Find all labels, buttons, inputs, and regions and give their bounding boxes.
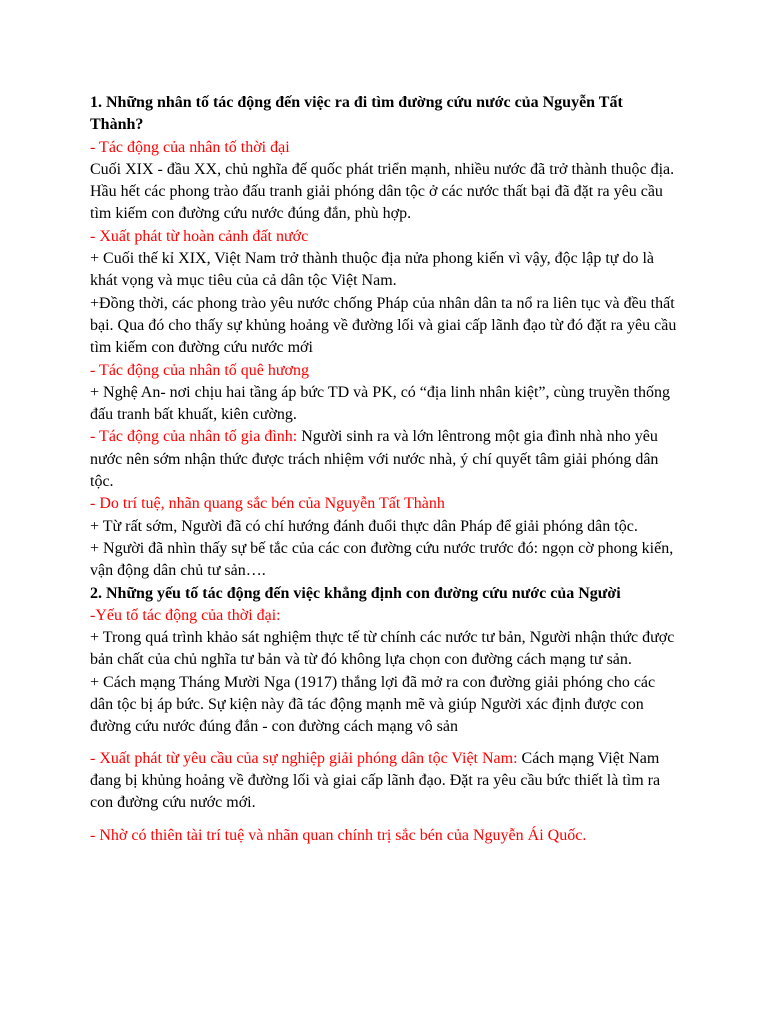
section-1-factor-hometown-text: + Nghệ An- nơi chịu hai tầng áp bức TD và PK, có “địa linh nhân kiệt”, cùng truyền thống đấu tranh bất khuất, kiên cường.	[90, 383, 670, 424]
section-1-factor-intellect-text-2: + Người đã nhìn thấy sự bế tắc của các con đường cứu nước trước đó: ngọn cờ phong kiến, vận động dân chủ tư sản….	[90, 539, 674, 580]
section-1-factor-country-label: - Xuất phát từ hoàn cảnh đất nước	[90, 227, 309, 245]
section-1-factor-family	[90, 426, 678, 493]
section-1-factor-country-text-1: + Cuối thế kỉ XIX, Việt Nam trở thành thuộc địa nửa phong kiến vì vậy, độc lập tự do là khát vọng và mục tiêu của cả dân tộc Việt Nam.	[90, 250, 654, 290]
section-2-factor-genius-label: - Nhờ có thiên tài trí tuệ và nhãn quan chính trị sắc bén của Nguyễn Ái Quốc.	[90, 826, 587, 844]
section-1-factor-intellect-text-1: + Từ rất sớm, Người đã có chí hướng đánh đuổi thực dân Pháp để giải phóng dân tộc.	[90, 517, 638, 535]
section-2-factor-era-text-2: + Cách mạng Tháng Mười Nga (1917) thắng lợi đã mở ra con đường giải phóng cho các dân tộc bị áp bức. Sự kiện này đã tác động mạnh mẽ và giúp Người xác định được con đường cứu nước đúng đắn - con đường cách mạng vô sản	[90, 673, 656, 736]
section-1-factor-era-label: - Tác động của nhân tố thời đại	[90, 138, 290, 156]
section-1-factor-family-label: - Tác động của nhân tố gia đình:	[90, 428, 298, 446]
section-1-factor-hometown-label: - Tác động của nhân tố quê hương	[90, 361, 309, 379]
section-1-factor-era-text: Cuối XIX - đầu XX, chủ nghĩa đế quốc phát triển mạnh, nhiều nước đã trở thành thuộc địa. Hầu hết các phong trào đấu tranh giải phóng dân tộc ở các nước thất bại đã đặt ra yêu cầu tìm kiếm con đường cứu nước đúng đắn, phù hợp.	[90, 160, 675, 223]
section-1-factor-intellect-label: - Do trí tuệ, nhãn quang sắc bén của Nguyễn Tất Thành	[90, 495, 445, 513]
section-2-factor-era-text-1: + Trong quá trình khảo sát nghiệm thực tế từ chính các nước tư bản, Người nhận thức được bản chất của chủ nghĩa tư bản và từ đó không lựa chọn con đường cách mạng tư sản.	[90, 629, 675, 669]
section-2-factor-era-label: -Yếu tố tác động của thời đại:	[90, 606, 281, 624]
section-1-heading: 1. Những nhân tố tác động đến việc ra đi tìm đường cứu nước của Nguyễn Tất Thành?	[90, 94, 623, 134]
section-2-factor-liberation-text: Cách mạng Việt Nam đang bị khủng hoảng về đường lối và giai cấp lãnh đạo. Đặt ra yêu cầu bức thiết là tìm ra con đường cứu nước mới.	[90, 749, 661, 812]
section-2-factor-liberation-label: - Xuất phát từ yêu cầu của sự nghiệp giải phóng dân tộc Việt Nam:	[90, 749, 518, 767]
section-1-factor-family-text: Người sinh ra và lớn lêntrong một gia đình nhà nho yêu nước nên sớm nhận thức được trách nhiệm với nước nhà, ý chí quyết tâm giải phóng dân tộc.	[90, 428, 659, 491]
section-2-heading: 2. Những yếu tố tác động đến việc khẳng định con đường cứu nước của Người	[90, 584, 621, 602]
section-1-factor-country-text-2: +Đồng thời, các phong trào yêu nước chống Pháp của nhân dân ta nổ ra liên tục và đều thất bại. Qua đó cho thấy sự khủng hoảng về đường lối và giai cấp lãnh đạo từ đó đặt ra yêu cầu tìm kiếm con đường cứu nước mới	[90, 294, 677, 357]
section-2-factor-liberation	[90, 748, 678, 815]
